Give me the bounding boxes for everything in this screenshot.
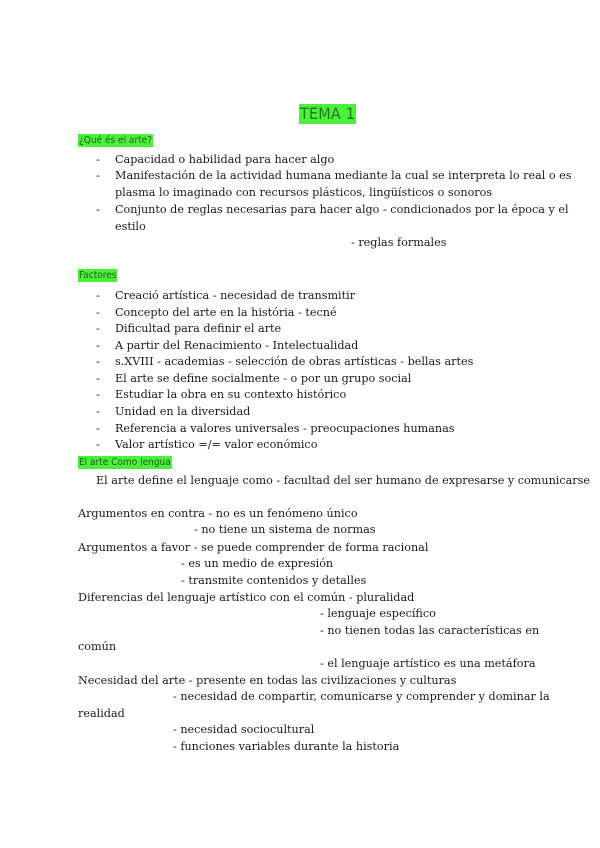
list-item: Conjunto de reglas necesarias para hacer algo - condicionados por la época y el (115, 203, 569, 216)
bullet-dash: - (96, 372, 100, 385)
list-item: Estudiar la obra en su contexto histórico (115, 388, 347, 401)
section-heading-el-arte-como-lengua: El arte Como lengua (79, 457, 171, 468)
intro-paragraph: El arte define el lenguaje como - facultad del ser humano de expresarse y comunicarse (96, 474, 591, 487)
text-line: - es un medio de expresión (181, 557, 334, 570)
list-item: A partir del Renacimiento - Intelectualidad (115, 339, 359, 352)
list-item: Manifestación de la actividad humana mediante la cual se interpreta lo real o es (115, 169, 572, 182)
list-item: s.XVIII - academias - selección de obras artísticas - bellas artes (115, 355, 474, 368)
section-heading-que-es-el-arte: ¿Qué és el arte? (79, 135, 152, 146)
text-line: - no tienen todas las características en (320, 624, 540, 637)
bullet-dash: - (96, 169, 100, 182)
text-line: Necesidad del arte - presente en todas las civilizaciones y culturas (78, 674, 457, 687)
text-line: - lenguaje específico (320, 607, 436, 620)
list-item: Dificultad para definir el arte (115, 322, 282, 335)
bullet-dash: - (96, 306, 100, 319)
text-line: - necesidad de compartir, comunicarse y comprender y dominar la (173, 690, 550, 703)
page-title: TEMA 1 (300, 104, 356, 123)
bullet-dash: - (96, 405, 100, 418)
bullet-dash: - (96, 203, 100, 216)
text-line: común (78, 640, 117, 653)
text-line: Diferencias del lenguaje artístico con el común - pluralidad (78, 591, 415, 604)
bullet-dash: - (96, 438, 100, 451)
list-item: El arte se define socialmente - o por un grupo social (115, 372, 412, 385)
list-item: Unidad en la diversidad (115, 405, 251, 418)
text-line: realidad (78, 707, 125, 720)
list-item: Valor artístico =/= valor económico (115, 438, 318, 451)
bullet-dash: - (96, 289, 100, 302)
bullet-dash: - (96, 153, 100, 166)
list-item: Creació artística - necesidad de transmitir (115, 289, 356, 302)
bullet-dash: - (96, 422, 100, 435)
bullet-dash: - (96, 388, 100, 401)
list-item: Capacidad o habilidad para hacer algo (115, 153, 335, 166)
text-line: Argumentos a favor - se puede comprender de forma racional (78, 541, 429, 554)
list-item-continuation: estilo (115, 220, 146, 233)
section-heading-factores: Factores (79, 270, 117, 281)
list-item-continuation: plasma lo imaginado con recursos plásticos, lingüísticos o sonoros (115, 186, 493, 199)
bullet-dash: - (96, 322, 100, 335)
list-item-subpoint: - reglas formales (351, 236, 447, 249)
text-line: - el lenguaje artístico es una metáfora (320, 657, 536, 670)
text-line: - funciones variables durante la historia (173, 740, 400, 753)
text-line: Argumentos en contra - no es un fenómeno único (78, 507, 358, 520)
list-item: Referencia a valores universales - preocupaciones humanas (115, 422, 455, 435)
text-line: - no tiene un sistema de normas (194, 523, 376, 536)
bullet-dash: - (96, 355, 100, 368)
text-line: - necesidad sociocultural (173, 723, 315, 736)
bullet-dash: - (96, 339, 100, 352)
list-item: Concepto del arte en la história - tecné (115, 306, 337, 319)
text-line: - transmite contenidos y detalles (181, 574, 367, 587)
